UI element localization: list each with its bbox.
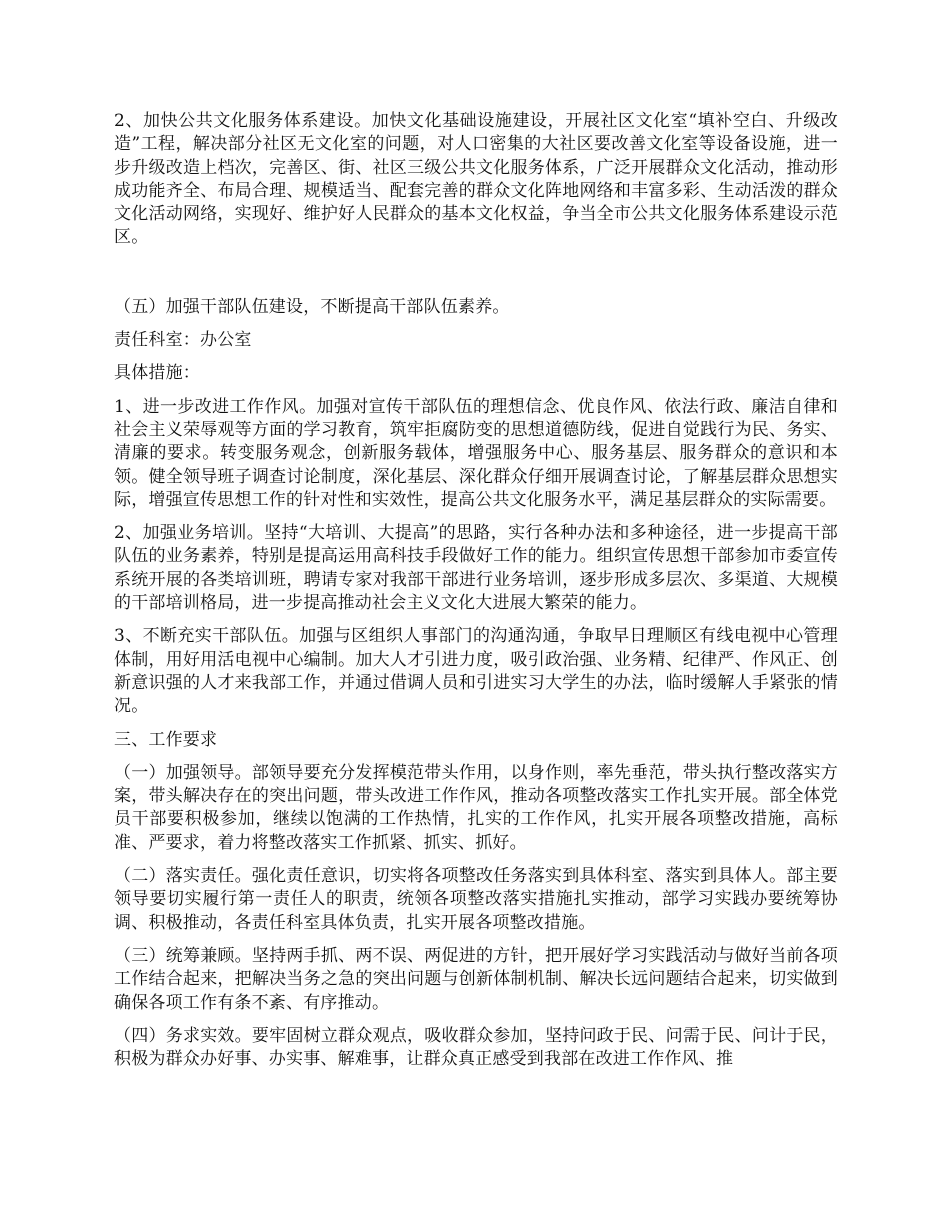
responsible-office-line: 责任科室：办公室 xyxy=(114,330,252,351)
paragraph-implement-responsibility: （二）落实责任。强化责任意识，切实将各项整改任务落实到具体科室、落实到具体人。部主要领导要切实履行第一责任人的职责，统领各项整改落实措施扎实推动，部学习实践办要统筹协调、积极推动，各责任科室具体负责，扎实开展各项整改措施。 xyxy=(114,866,838,933)
paragraph-seek-results: （四）务求实效。要牢固树立群众观点，吸收群众参加，坚持问政于民、问需于民、问计于民，积极为群众办好事、办实事、解难事，让群众真正感受到我部在改进工作作风、推 xyxy=(114,1025,838,1070)
specific-measures-label: 具体措施： xyxy=(114,363,200,384)
document-body xyxy=(114,110,838,1081)
paragraph-business-training: 2、加强业务培训。坚持“大培训、大提高”的思路，实行各种办法和多种途径，进一步提高干部队伍的业务素养，特别是提高运用高科技手段做好工作的能力。组织宣传思想干部参加市委宣传系统开展的各类培训班，聘请专家对我部干部进行业务培训，逐步形成多层次、多渠道、大规模的干部培训格局，进一步提高推动社会主义文化大进展大繁荣的能力。 xyxy=(114,523,838,614)
heading-work-requirements: 三、工作要求 xyxy=(114,729,218,750)
heading-cadre-team-building: （五）加强干部队伍建设，不断提高干部队伍素养。 xyxy=(114,296,510,317)
paragraph-enrich-cadre-team: 3、不断充实干部队伍。加强与区组织人事部门的沟通沟通，争取早日理顺区有线电视中心管理体制，用好用活电视中心编制。加大人才引进力度，吸引政治强、业务精、纪律严、作风正、创新意识强的人才来我部工作，并通过借调人员和引进实习大学生的办法，临时缓解人手紧张的情况。 xyxy=(114,626,838,717)
paragraph-strengthen-leadership: （一）加强领导。部领导要充分发挥模范带头作用，以身作则，率先垂范，带头执行整改落实方案，带头解决存在的突出问题，带头改进工作作风，推动各项整改落实工作扎实开展。部全体党员干部要积极参加，继续以饱满的工作热情，扎实的工作作风，扎实开展各项整改措施，高标准、严要求，着力将整改落实工作抓紧、抓实、抓好。 xyxy=(114,762,838,853)
paragraph-improve-work-style: 1、进一步改进工作作风。加强对宣传干部队伍的理想信念、优良作风、依法行政、廉洁自律和社会主义荣辱观等方面的学习教育，筑牢拒腐防变的思想道德防线，促进自觉践行为民、务实、清廉的要求。转变服务观念，创新服务载体，增强服务中心、服务基层、服务群众的意识和本领。健全领导班子调查讨论制度，深化基层、深化群众仔细开展调查讨论，了解基层群众思想实际，增强宣传思想工作的针对性和实效性，提高公共文化服务水平，满足基层群众的实际需要。 xyxy=(114,396,838,510)
paragraph-public-culture-service: 2、加快公共文化服务体系建设。加快文化基础设施建设，开展社区文化室“填补空白、升级改造”工程，解决部分社区无文化室的问题，对人口密集的大社区要改善文化室等设备设施，进一步升级改造上档次，完善区、街、社区三级公共文化服务体系，广泛开展群众文化活动，推动形成功能齐全、布局合理、规模适当、配套完善的群众文化阵地网络和丰富多彩、生动活泼的群众文化活动网络，实现好、维护好人民群众的基本文化权益，争当全市公共文化服务体系建设示范区。 xyxy=(114,111,838,248)
paragraph-overall-planning: （三）统筹兼顾。坚持两手抓、两不误、两促进的方针，把开展好学习实践活动与做好当前各项工作结合起来，把解决当务之急的突出问题与创新体制机制、解决长远问题结合起来，切实做到确保各项工作有条不紊、有序推动。 xyxy=(114,945,838,1013)
